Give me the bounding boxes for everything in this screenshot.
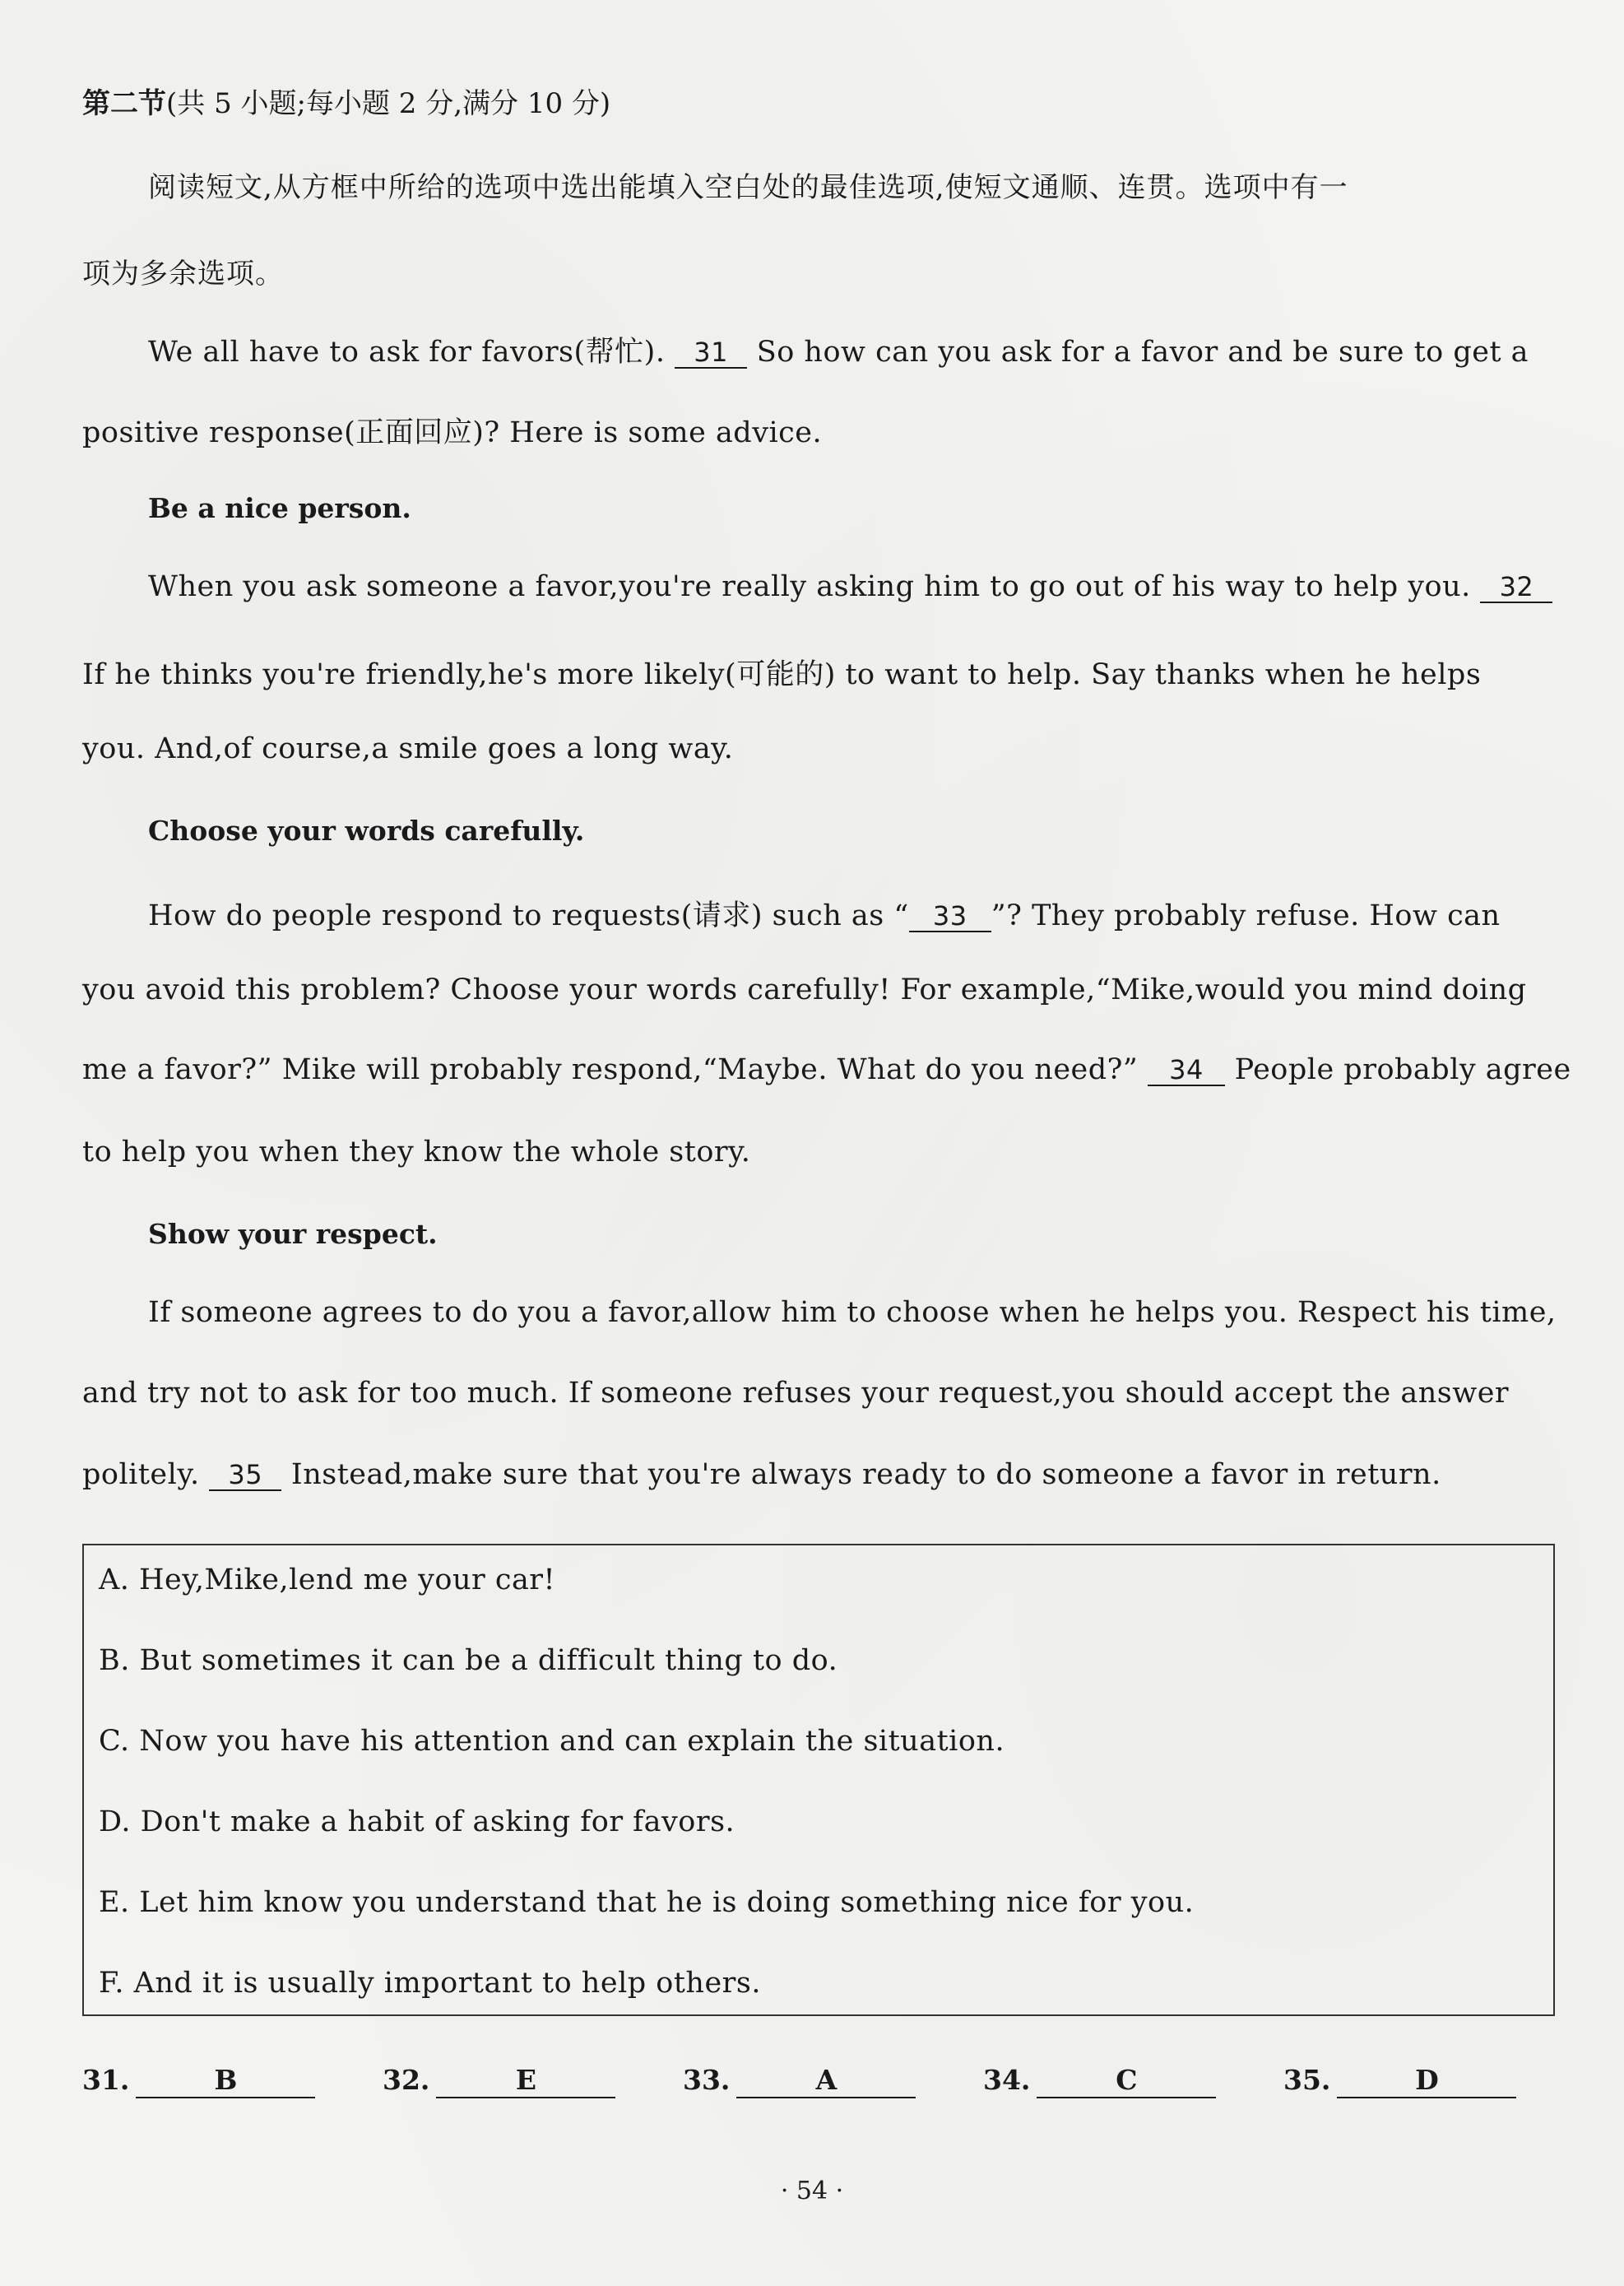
passage-line: you avoid this problem? Choose your words carefully! For example,“Mike,would you mind doing [82, 973, 1527, 1006]
passage-line: positive response(正面回应)? Here is some advice. [82, 416, 823, 449]
answer-number: 32. [383, 2064, 430, 2096]
subheading-be-nice: Be a nice person. [148, 492, 411, 524]
passage-line [148, 329, 1529, 370]
option-e: E. Let him know you understand that he is doing something nice for you. [99, 1886, 1195, 1919]
answer-value: E [436, 2064, 615, 2098]
section-note: (共 5 小题;每小题 2 分,满分 10 分) [166, 87, 611, 120]
passage-text: People probably agree [1234, 1053, 1571, 1086]
passage-line [148, 570, 1552, 603]
passage-line [82, 1053, 1571, 1086]
passage-line: you. And,of course,a smile goes a long way. [82, 732, 734, 765]
passage-text: ”? They probably refuse. How can [991, 899, 1501, 932]
instructions-line-1: 阅读短文,从方框中所给的选项中选出能填入空白处的最佳选项,使短文通顺、连贯。选项中有一 [148, 171, 1348, 204]
passage-text: Instead,make sure that you're always ready to do someone a favor in return. [290, 1458, 1441, 1491]
options-box [82, 1544, 1555, 2016]
passage-text: When you ask someone a favor,you're really asking him to go out of his way to help you. [148, 570, 1471, 603]
passage-line: If someone agrees to do you a favor,allow him to choose when he helps you. Respect his time, [148, 1296, 1557, 1329]
answer-33 [683, 2064, 916, 2098]
answer-34 [983, 2064, 1216, 2098]
answer-value: C [1037, 2064, 1216, 2098]
blank-31: 31 [675, 337, 747, 369]
option-d: D. Don't make a habit of asking for favors. [99, 1805, 735, 1838]
passage-line: and try not to ask for too much. If someone refuses your request,you should accept the answer [82, 1377, 1510, 1410]
answer-number: 31. [82, 2064, 130, 2096]
answer-number: 35. [1283, 2064, 1331, 2096]
option-a: A. Hey,Mike,lend me your car! [99, 1563, 556, 1596]
passage-text: politely. [82, 1458, 200, 1491]
option-b: B. But sometimes it can be a difficult thing to do. [99, 1644, 838, 1677]
answer-32 [383, 2064, 615, 2098]
answer-value: B [136, 2064, 315, 2098]
passage-line [148, 893, 1501, 934]
answer-number: 33. [683, 2064, 731, 2096]
option-c: C. Now you have his attention and can explain the situation. [99, 1725, 1005, 1758]
subheading-choose-words: Choose your words carefully. [148, 815, 585, 847]
passage-line: If he thinks you're friendly,he's more likely(可能的) to want to help. Say thanks when he helps [82, 658, 1482, 691]
passage-line [82, 1458, 1441, 1491]
blank-35: 35 [209, 1460, 281, 1491]
blank-32: 32 [1480, 572, 1552, 603]
passage-text: me a favor?” Mike will probably respond,“Maybe. What do you need?” [82, 1053, 1139, 1086]
passage-text: How do people respond to requests(请求) such as “ [148, 899, 909, 932]
passage-line: to help you when they know the whole story. [82, 1136, 751, 1169]
subheading-show-respect: Show your respect. [148, 1218, 438, 1250]
answer-35 [1283, 2064, 1516, 2098]
blank-34: 34 [1148, 1055, 1225, 1086]
page-number: · 54 · [780, 2177, 844, 2205]
section-heading [82, 81, 610, 121]
answers-row [82, 2064, 1563, 2113]
answer-31 [82, 2064, 315, 2098]
option-f: F. And it is usually important to help others. [99, 1967, 761, 2000]
answer-value: D [1337, 2064, 1516, 2098]
section-title: 第二节 [82, 87, 166, 120]
blank-33: 33 [909, 901, 991, 932]
answer-value: A [736, 2064, 916, 2098]
passage-text: So how can you ask for a favor and be sure to get a [756, 336, 1529, 369]
instructions-line-2: 项为多余选项。 [82, 258, 284, 290]
answer-number: 34. [983, 2064, 1031, 2096]
passage-text: We all have to ask for favors(帮忙). [148, 336, 666, 369]
